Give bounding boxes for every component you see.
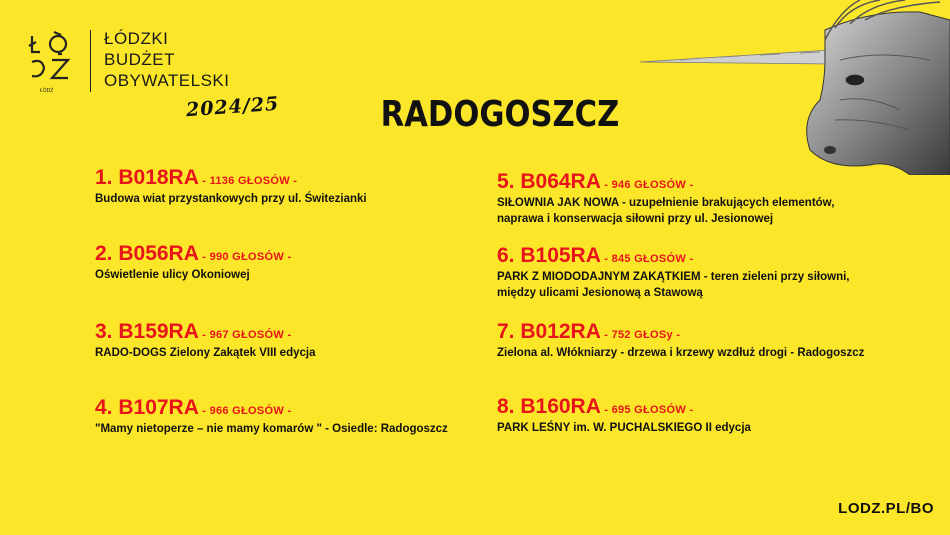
- description-line: naprawa i konserwacja siłowni przy ul. Jesionowej: [497, 213, 774, 225]
- project-description: [497, 195, 834, 227]
- project-description: "Mamy nietoperze – nie mamy komarów " - Osiedle: Radogoszcz: [95, 423, 448, 435]
- vote-count: - 1136 GŁOSÓW -: [198, 175, 298, 187]
- logo-line-3: OBYWATELSKI: [104, 71, 230, 90]
- project-item-6: [497, 244, 849, 301]
- description-line: PARK Z MIODODAJNYM ZAKĄTKIEM - teren zieleni przy siłowni,: [497, 271, 850, 283]
- logo-wordmark: [104, 28, 229, 91]
- edition-label: 2024/25: [185, 92, 280, 122]
- project-code: 7. B012RA: [497, 320, 601, 343]
- vote-count: - 695 GŁOSÓW -: [600, 404, 694, 416]
- project-item-7: [497, 320, 864, 361]
- project-item-8: [497, 395, 751, 436]
- project-description: RADO-DOGS Zielony Zakątek VIII edycja: [95, 347, 316, 359]
- vote-count: - 946 GŁOSÓW -: [600, 179, 694, 191]
- project-code: 5. B064RA: [497, 170, 601, 193]
- lodz-logo-icon: [28, 30, 74, 96]
- project-description: Oświetlenie ulicy Okoniowej: [95, 269, 250, 281]
- logo-line-2: BUDŻET: [104, 50, 175, 69]
- description-line: SIŁOWNIA JAK NOWA - uzupełnienie brakujących elementów,: [497, 197, 835, 209]
- project-description: Zielona al. Włókniarzy - drzewa i krzewy wzdłuż drogi - Radogoszcz: [497, 347, 865, 359]
- project-code: 2. B056RA: [95, 242, 199, 265]
- project-item-5: [497, 170, 834, 227]
- footer-url-link[interactable]: LODZ.PL/BO: [838, 500, 934, 517]
- project-description: Budowa wiat przystankowych przy ul. Świtezianki: [95, 193, 367, 205]
- logo-line-1: ŁÓDZKI: [104, 29, 169, 48]
- project-code: 3. B159RA: [95, 320, 199, 343]
- description-line: między ulicami Jesionową a Stawową: [497, 287, 703, 299]
- unicorn-sculpture-icon: [640, 0, 950, 175]
- project-item-4: [95, 396, 448, 437]
- svg-text:ŁÓDŹ: ŁÓDŹ: [40, 88, 54, 94]
- project-code: 4. B107RA: [95, 396, 199, 419]
- project-code: 8. B160RA: [497, 395, 601, 418]
- project-item-2: [95, 242, 291, 283]
- project-item-1: [95, 166, 367, 207]
- vote-count: - 966 GŁOSÓW -: [198, 405, 292, 417]
- vote-count: - 990 GŁOSÓW -: [198, 251, 292, 263]
- vote-count: - 845 GŁOSÓW -: [600, 253, 694, 265]
- page-title: RADOGOSZCZ: [380, 94, 620, 135]
- vote-count: - 752 GŁOSy -: [600, 329, 681, 341]
- project-code: 1. B018RA: [95, 166, 199, 189]
- project-description: [497, 269, 849, 301]
- logo-divider: [90, 30, 91, 92]
- project-code: 6. B105RA: [497, 244, 601, 267]
- vote-count: - 967 GŁOSÓW -: [198, 329, 292, 341]
- project-item-3: [95, 320, 315, 361]
- project-description: PARK LEŚNY im. W. PUCHALSKIEGO II edycja: [497, 422, 751, 434]
